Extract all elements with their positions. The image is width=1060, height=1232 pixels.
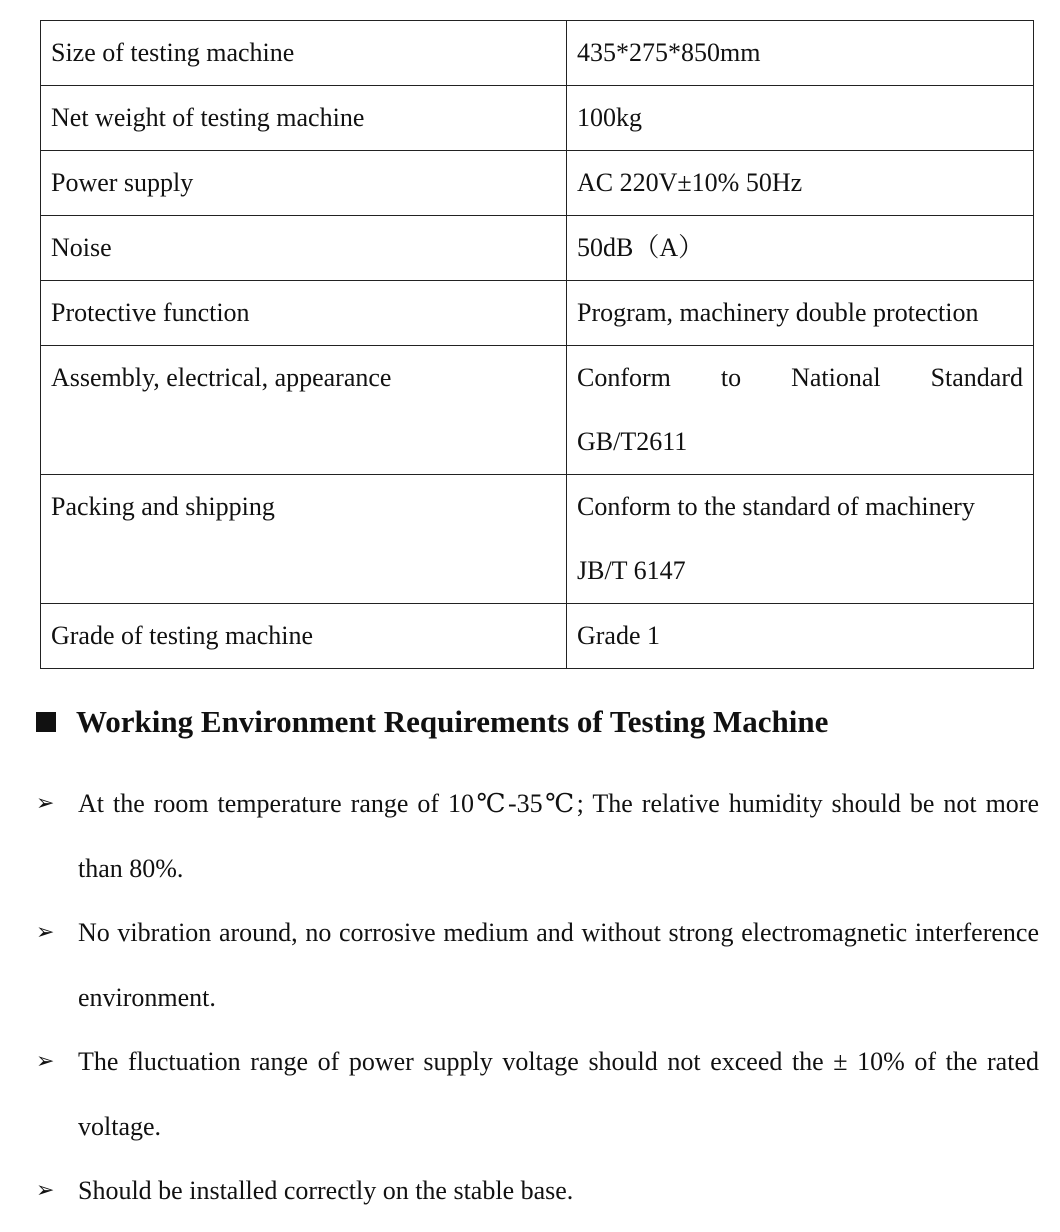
spec-value [567, 475, 1034, 604]
list-item [36, 1159, 1039, 1224]
list-item-text: At the room temperature range of 10℃-35℃; The relative humidity should be not more than 80%. [78, 789, 1039, 883]
list-item [36, 901, 1039, 1030]
spec-label: Packing and shipping [41, 475, 567, 604]
table-row [41, 21, 1034, 86]
spec-value: Grade 1 [567, 604, 1034, 669]
list-item [36, 1030, 1039, 1159]
arrow-bullet-icon: ➢ [36, 1178, 55, 1203]
spec-value: Program, machinery double protection [567, 281, 1034, 346]
spec-value: 100kg [567, 86, 1034, 151]
spec-label: Grade of testing machine [41, 604, 567, 669]
section-heading-text: Working Environment Requirements of Testing Machine [76, 704, 829, 739]
spec-label: Power supply [41, 151, 567, 216]
table-row [41, 604, 1034, 669]
arrow-bullet-icon: ➢ [36, 791, 55, 816]
spec-label: Assembly, electrical, appearance [41, 346, 567, 475]
spec-table [40, 20, 1034, 669]
spec-label: Net weight of testing machine [41, 86, 567, 151]
arrow-bullet-icon: ➢ [36, 920, 55, 945]
spec-label: Noise [41, 216, 567, 281]
arrow-bullet-icon: ➢ [36, 1049, 55, 1074]
table-row [41, 216, 1034, 281]
spec-value: 50dB（A） [567, 216, 1034, 281]
spec-value-line: Conform to the standard of machinery [577, 492, 975, 521]
spec-label: Protective function [41, 281, 567, 346]
spec-label: Size of testing machine [41, 21, 567, 86]
list-item-text: The fluctuation range of power supply voltage should not exceed the ± 10% of the rated voltage. [78, 1047, 1039, 1141]
black-square-icon [36, 712, 56, 732]
table-row [41, 151, 1034, 216]
spec-value-line: GB/T2611 [577, 427, 688, 456]
spec-value-line: Conform to National Standard [577, 363, 1023, 392]
table-row [41, 86, 1034, 151]
table-row [41, 346, 1034, 475]
section-heading [36, 700, 828, 744]
spec-value [567, 346, 1034, 475]
table-row [41, 475, 1034, 604]
list-item-text: Should be installed correctly on the stable base. [78, 1176, 574, 1205]
list-item-text: No vibration around, no corrosive medium and without strong electromagnetic interference environment. [78, 918, 1039, 1012]
spec-value-line: JB/T 6147 [577, 556, 686, 585]
requirements-list [36, 772, 1039, 1224]
spec-value: 435*275*850mm [567, 21, 1034, 86]
table-row [41, 281, 1034, 346]
spec-value: AC 220V±10% 50Hz [567, 151, 1034, 216]
list-item [36, 772, 1039, 901]
